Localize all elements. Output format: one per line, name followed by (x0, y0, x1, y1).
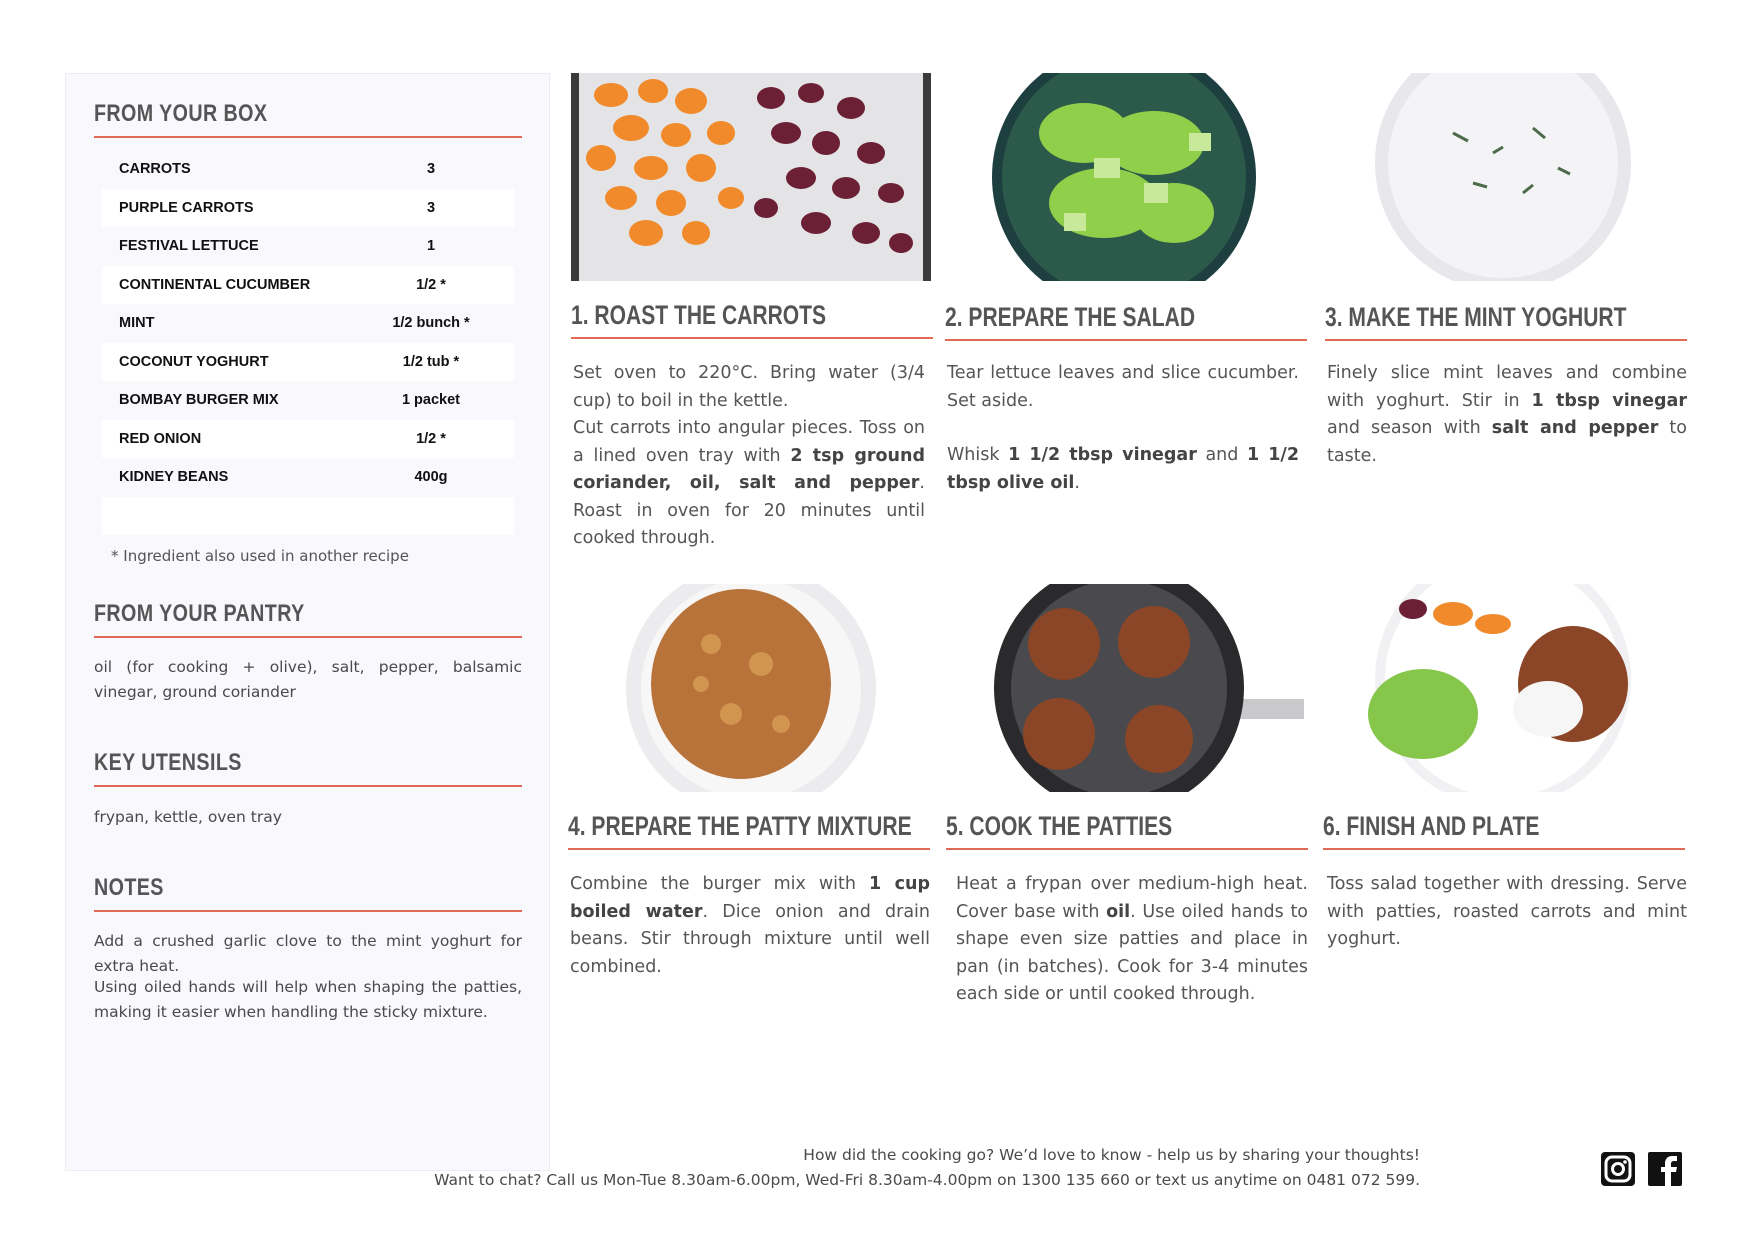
ingredients-panel (65, 73, 550, 1171)
step-2-para-1: Tear lettuce leaves and slice cucumber. Set aside. (947, 363, 1299, 411)
ingredient-qty: 1/2 tub * (402, 353, 460, 370)
step-4-title: 4. PREPARE THE PATTY MIXTURE (568, 811, 930, 850)
ingredient-footnote: * Ingredient also used in another recipe (111, 547, 409, 565)
step-2-para-2: Whisk 1 1/2 tbsp vinegar and 1 1/2 tbsp olive oil. (947, 445, 1299, 493)
step-6-text: Toss salad together with dressing. Serve with patties, roasted carrots and mint yoghurt. (1327, 874, 1687, 949)
ingredient-qty: 1/2 bunch * (392, 315, 470, 332)
ingredient-name: BOMBAY BURGER MIX (119, 392, 279, 409)
from-your-pantry-heading: FROM YOUR PANTRY (94, 600, 522, 638)
feedback-line: How did the cooking go? We’d love to know - help us by sharing your thoughts! (803, 1146, 1420, 1164)
ingredient-qty: 3 (426, 199, 436, 216)
facebook-icon[interactable] (1647, 1151, 1683, 1187)
instagram-icon[interactable] (1600, 1151, 1636, 1187)
step-2-title: 2. PREPARE THE SALAD (945, 302, 1307, 341)
pantry-text: oil (for cooking + olive), salt, pepper, balsamic vinegar, ground coriander (94, 658, 522, 701)
patties-frypan-illustration (944, 584, 1304, 792)
ingredient-qty: 1/2 * (416, 276, 446, 293)
step-6-title: 6. FINISH AND PLATE (1323, 811, 1685, 850)
ingredient-qty: 1 (426, 238, 436, 255)
ingredient-name: PURPLE CARROTS (119, 199, 254, 216)
step-4-text: Combine the burger mix with 1 cup boiled water. Dice onion and drain beans. Stir through mixture until well combined. (570, 874, 930, 977)
ingredient-row (102, 304, 514, 343)
ingredient-row (102, 458, 514, 497)
step-1-text (573, 360, 925, 553)
mint-yoghurt-illustration (1323, 73, 1683, 281)
step-1-photo (571, 73, 931, 281)
step-2-text (947, 360, 1299, 497)
ingredient-row (102, 189, 514, 228)
step-3-title: 3. MAKE THE MINT YOGHURT (1325, 302, 1687, 341)
ingredient-name: FESTIVAL LETTUCE (119, 238, 259, 255)
step-5-title: 5. COOK THE PATTIES (946, 811, 1308, 850)
ingredient-row-empty (102, 497, 514, 536)
ingredient-name: CONTINENTAL CUCUMBER (119, 276, 311, 293)
contact-line: Want to chat? Call us Mon-Tue 8.30am-6.00pm, Wed-Fri 8.30am-4.00pm on 1300 135 660 or text us anytime on 0481 072 599. (434, 1171, 1420, 1189)
ingredient-row (102, 227, 514, 266)
step-2-photo (944, 73, 1304, 281)
key-utensils-heading: KEY UTENSILS (94, 749, 522, 787)
patty-mixture-illustration (571, 584, 931, 792)
step-4-photo (571, 584, 931, 792)
ingredient-name: MINT (119, 315, 155, 332)
from-your-box-heading: FROM YOUR BOX (94, 100, 522, 138)
step-1-title: 1. ROAST THE CARROTS (571, 300, 933, 339)
ingredient-qty: 400g (414, 469, 448, 486)
ingredient-qty: 1/2 * (416, 430, 446, 447)
step-5-photo (944, 584, 1304, 792)
step-3-photo (1323, 73, 1683, 281)
ingredient-name: CARROTS (119, 161, 191, 178)
note-2: Using oiled hands will help when shaping the patties, making it easier when handling the sticky mixture. (94, 978, 522, 1021)
ingredient-name: RED ONION (119, 430, 202, 447)
ingredient-qty: 3 (426, 161, 436, 178)
note-1: Add a crushed garlic clove to the mint yoghurt for extra heat. (94, 932, 522, 975)
roasted-carrots-illustration (571, 73, 931, 281)
step-1-para-2: Cut carrots into angular pieces. Toss on a lined oven tray with 2 tsp ground coriander, oil, salt and pepper. Roast in oven for 20 minutes until cooked through. (573, 418, 926, 548)
plated-dish-illustration (1323, 584, 1683, 792)
ingredient-row (102, 420, 514, 459)
salad-bowl-illustration (944, 73, 1304, 281)
step-3-text: Finely slice mint leaves and combine with yoghurt. Stir in 1 tbsp vinegar and season with salt and pepper to taste. (1327, 363, 1687, 466)
ingredient-row (102, 343, 514, 382)
ingredient-row (102, 381, 514, 420)
step-6-photo (1323, 584, 1683, 792)
ingredients-table (102, 150, 514, 535)
step-5-text: Heat a frypan over medium-high heat. Cover base with oil. Use oiled hands to shape even size patties and place in pan (in batches). Cook for 3-4 minutes each side or until cooked through. (956, 874, 1309, 1004)
notes-heading: NOTES (94, 874, 522, 912)
ingredient-row (102, 150, 514, 189)
ingredient-row (102, 266, 514, 305)
step-1-para-1: Set oven to 220°C. Bring water (3/4 cup) to boil in the kettle. (573, 363, 925, 411)
ingredient-name: KIDNEY BEANS (119, 469, 229, 486)
ingredient-name: COCONUT YOGHURT (119, 353, 269, 370)
ingredient-qty: 1 packet (401, 392, 461, 409)
utensils-text: frypan, kettle, oven tray (94, 808, 282, 826)
